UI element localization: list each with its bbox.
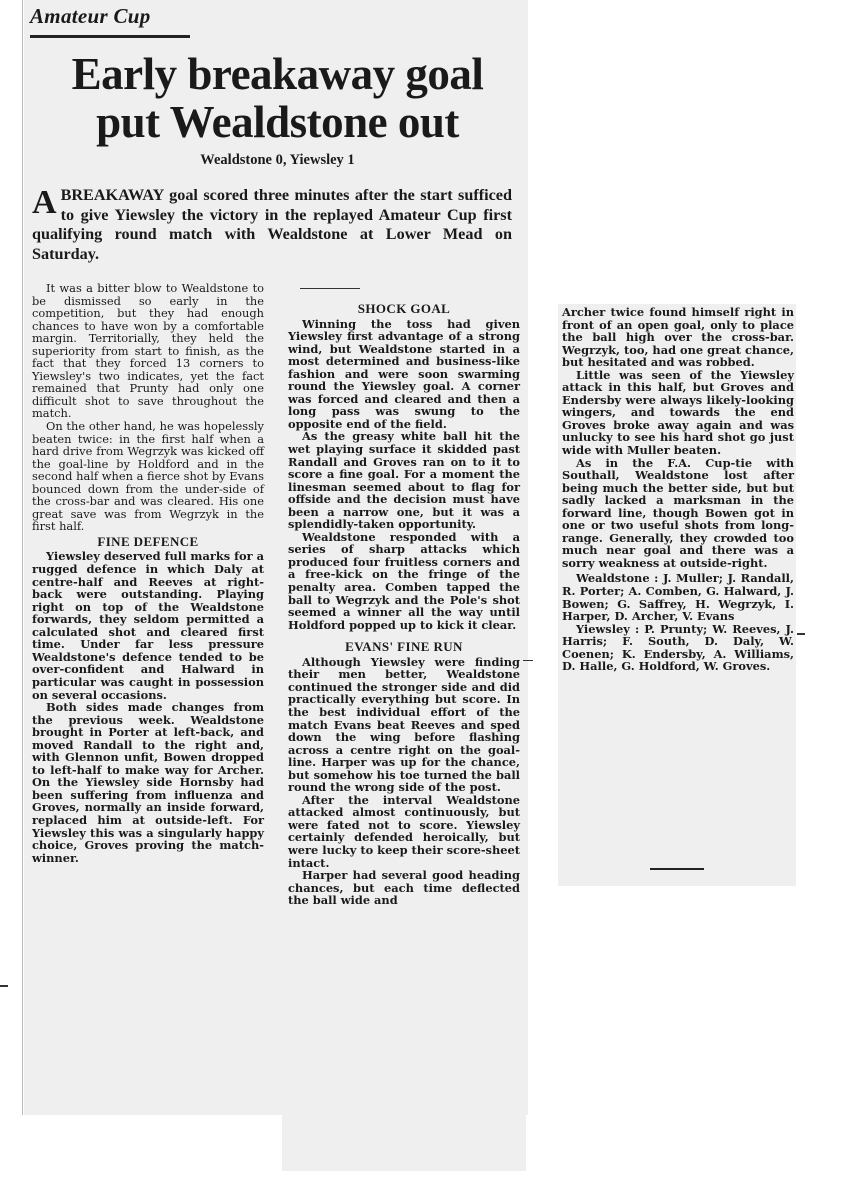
headline: [30, 50, 525, 146]
col2-paragraph-5: After the interval Wealdstone attacked almost continuously, but were fated not to score. Yiewsley certainly defended heroically, but were lucky to keep their score-sheet intact.: [288, 792, 520, 870]
team-wealdstone-lineup: [562, 572, 794, 622]
col2-paragraph-6: Harper had several good heading chances, but each time deflected the ball wide and: [288, 868, 520, 908]
headline-line-2: put Wealdstone out: [96, 97, 459, 147]
col3-paragraph-1: Archer twice found himself right in front of an open goal, only to place the ball high over the cross-bar. Wegrzyk, too, had one great chance, but hesitated and was robbed.: [562, 305, 794, 370]
col2-paragraph-4: Although Yiewsley were finding their men better, Wealdstone continued the stronger side and did practically everything but score. In the best individual effort of the match Evans beat Reeves and sped down the wing before flashing across a centre right on the goal-line. Harper was up for the chance, but somehow his toe turned the ball round the wrong side of the post.: [288, 654, 520, 795]
headline-line-1: Early breakaway goal: [71, 49, 484, 99]
intro-paragraph: [32, 186, 512, 264]
column-divider-rule: [300, 288, 360, 289]
column-3: [562, 306, 794, 673]
margin-tick: [0, 985, 8, 987]
match-score: Wealdstone 0, Yiewsley 1: [200, 152, 355, 168]
col3-paragraph-2: Little was seen of the Yiewsley attack in this half, but Groves and Endersby were always likely-looking wingers, and towards the end Groves broke away again and was unlucky to see his hard shot go just wide with Muller beaten.: [562, 367, 794, 458]
drop-cap: A: [32, 184, 57, 221]
margin-rule: [22, 0, 23, 1115]
col2-paragraph-3: Wealdstone responded with a series of sharp attacks which produced four fruitless corners and a free-kick on the fringe of the penalty area. Comben tapped the ball to Wegrzyk and the Pole's shot seemed a winner all the way until Holdford popped up to kick it clear.: [288, 529, 520, 632]
column-2: [288, 300, 520, 907]
subheading-fine-defence: FINE DEFENCE: [97, 533, 199, 549]
team-yiewsley-players: P. Prunty; W. Reeves, J. Harris; F. South, D. Daly, W. Coenen; K. Endersby, A. Williams, D. Halle, G. Holdford, W. Groves.: [562, 621, 794, 674]
team-yiewsley-lineup: [562, 623, 794, 673]
col1-bold-section: [32, 550, 264, 864]
col2-paragraph-1: Winning the toss had given Yiewsley first advantage of a strong wind, but Wealdstone started in a most determined and business-like fashion and were soon swarming round the Yiewsley goal. A corner was forced and cleared and then a long pass was swung to the opposite end of the field.: [288, 316, 520, 431]
intro-text: BREAKAWAY goal scored three minutes after the start sufficed to give Yiewsley the victory in the replayed Amateur Cup first qualifying round match with Wealdstone at Lower Mead on Saturday.: [32, 186, 512, 263]
column-1: [32, 282, 264, 864]
gutter-mark: [523, 660, 533, 661]
col3-bold-section: [562, 306, 794, 673]
col1-paragraph-3: Yiewsley deserved full marks for a rugged defence in which Daly at centre-half and Reeves at right-back were outstanding. Playing right on top of the Wealdstone forwards, they seldom permitted a calculated shot and cleared first time. Under far less pressure Wealdstone's defence tended to be over-confident and Halward in particular was caught in possession on several occasions.: [32, 549, 264, 702]
col1-paragraph-2: On the other hand, he was hopelessly beaten twice: in the first half when a hard drive from Wegrzyk was kicked off the goal-line by Holdford and in the second half when a fierce shot by Evans bounced down from the under-side of the cross-bar and was cleared. His one great save was from Wegrzyk in the first half.: [32, 419, 264, 534]
col3-paragraph-3: As in the F.A. Cup-tie with Southall, Wealdstone lost after being much the better side, but but sadly lacked a marksman in the forward line, though Bowen got in one or two useful shots from long-range. Generally, they crowded too much near goal and there was a sorry weakness at outside-right.: [562, 455, 794, 570]
kicker-underline: [30, 35, 190, 38]
team-wealdstone-players: J. Muller; J. Randall, R. Porter; A. Comben, G. Halward, J. Bowen; G. Saffrey, H. Wegrzyk, I. Harper, D. Archer, V. Evans: [562, 571, 794, 624]
col2-paragraph-2: As the greasy white ball hit the wet playing surface it skidded past Randall and Groves ran on to it to score a fine goal. For a moment the linesman seemed about to flag for offside and the decision must have been a narrow one, but it was a splendidly-taken opportunity.: [288, 429, 520, 532]
margin-tick-right: [797, 633, 805, 635]
col2-bold-section: [288, 318, 520, 632]
section-kicker: Amateur Cup: [30, 4, 151, 28]
col1-paragraph-4: Both sides made changes from the previous week. Wealdstone brought in Porter at left-back, and moved Randall to the right and, with Glennon unfit, Bowen dropped to left-half to make way for Archer. On the Yiewsley side Hornsby had been suffering from influenza and Groves, normally an inside forward, replaced him at outside-left. For Yiewsley this was a singularly happy choice, Groves proving the match-winner.: [32, 700, 264, 865]
col1-paragraph-1: It was a bitter blow to Wealdstone to be dismissed so early in the competition, but they had enough chances to have won by a comfortable margin. Territorially, they held the superiority from start to finish, as the fact that they forced 13 corners to Yiewsley's two indicates, yet the fact remained that Prunty had only one difficult shot to save throughout the match.: [32, 281, 264, 421]
col2-bold-section-2: [288, 656, 520, 907]
team-yiewsley-name: Yiewsley :: [576, 621, 640, 636]
team-wealdstone-name: Wealdstone :: [576, 571, 659, 586]
subheading-shock-goal: SHOCK GOAL: [357, 301, 451, 316]
subheading-evans-fine-run: EVANS' FINE RUN: [345, 639, 463, 655]
article-end-rule: [650, 868, 704, 870]
